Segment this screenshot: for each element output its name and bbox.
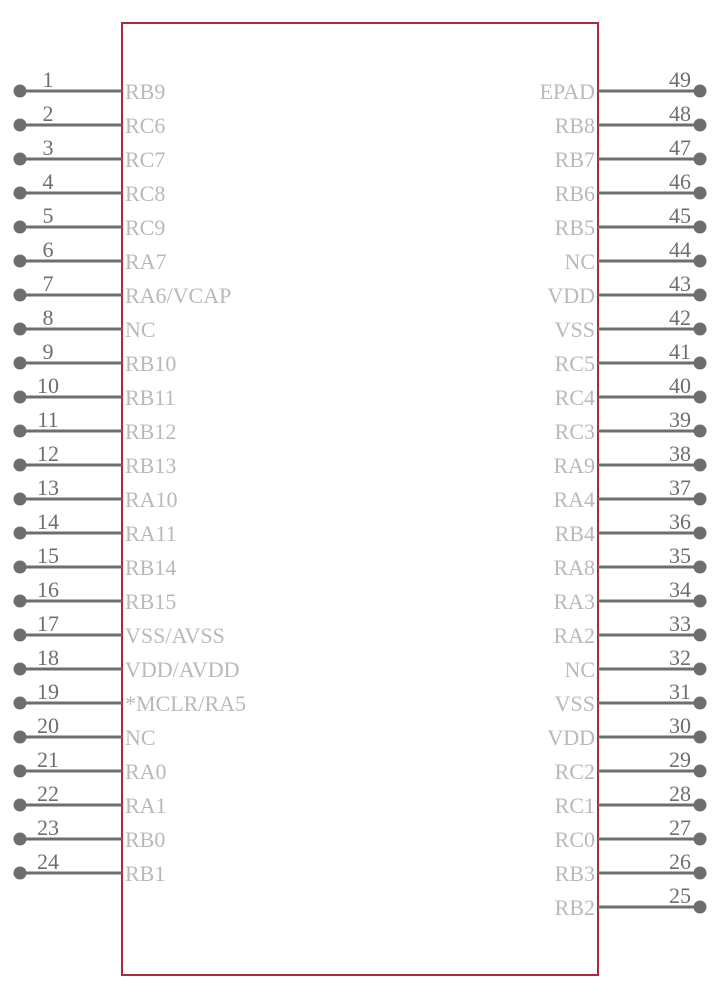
- pin-end-dot: [694, 527, 707, 540]
- pin-name: RC4: [554, 385, 595, 410]
- pin-name: RA8: [553, 555, 595, 580]
- pin-end-dot: [694, 629, 707, 642]
- pin-name: RA2: [553, 623, 595, 648]
- pin-number: 48: [669, 101, 691, 126]
- pin-name: VDD: [547, 283, 595, 308]
- pin-end-dot: [14, 663, 27, 676]
- pin-18: [14, 645, 240, 682]
- pin-41: [555, 339, 707, 376]
- pin-number: 46: [669, 169, 691, 194]
- pin-end-dot: [694, 289, 707, 302]
- pin-9: [14, 339, 177, 376]
- pin-name: RC1: [554, 793, 595, 818]
- pin-end-dot: [14, 867, 27, 880]
- pin-name: NC: [564, 249, 595, 274]
- pin-30: [547, 713, 706, 750]
- pin-end-dot: [694, 357, 707, 370]
- pin-end-dot: [694, 595, 707, 608]
- pin-number: 43: [669, 271, 691, 296]
- pin-14: [14, 509, 177, 546]
- pin-end-dot: [14, 323, 27, 336]
- pin-47: [555, 135, 707, 172]
- pin-34: [553, 577, 706, 614]
- pin-number: 2: [42, 101, 54, 126]
- pin-11: [14, 407, 177, 444]
- pin-name: RB11: [125, 385, 176, 410]
- pin-name: NC: [125, 317, 156, 342]
- pin-end-dot: [14, 595, 27, 608]
- pin-end-dot: [14, 833, 27, 846]
- pin-26: [555, 849, 707, 886]
- pin-end-dot: [14, 85, 27, 98]
- pin-13: [14, 475, 178, 512]
- pin-name: RC2: [554, 759, 595, 784]
- pin-number: 10: [37, 373, 59, 398]
- pin-number: 20: [37, 713, 59, 738]
- pin-name: RA3: [553, 589, 595, 614]
- pin-end-dot: [694, 119, 707, 132]
- pin-number: 35: [669, 543, 691, 568]
- left-pin-group: [14, 67, 247, 886]
- pin-end-dot: [14, 119, 27, 132]
- pin-name: RC8: [125, 181, 166, 206]
- pin-number: 3: [42, 135, 54, 160]
- pin-end-dot: [694, 425, 707, 438]
- pin-4: [14, 169, 166, 206]
- pin-name: RC7: [125, 147, 166, 172]
- pin-10: [14, 373, 176, 410]
- pin-end-dot: [14, 799, 27, 812]
- pin-number: 47: [669, 135, 691, 160]
- pin-name: RB8: [554, 113, 595, 138]
- pin-name: RB14: [125, 555, 177, 580]
- pin-8: [14, 305, 156, 342]
- pin-end-dot: [694, 867, 707, 880]
- pin-number: 23: [37, 815, 59, 840]
- pin-6: [14, 237, 167, 274]
- pin-name: RB4: [554, 521, 595, 546]
- pin-number: 24: [37, 849, 59, 874]
- pin-number: 22: [37, 781, 59, 806]
- pin-name: RC0: [554, 827, 595, 852]
- pin-number: 44: [669, 237, 691, 262]
- pin-end-dot: [694, 901, 707, 914]
- pin-number: 8: [42, 305, 54, 330]
- pin-48: [555, 101, 707, 138]
- pin-number: 19: [37, 679, 59, 704]
- pin-number: 28: [669, 781, 691, 806]
- pin-number: 14: [37, 509, 59, 534]
- pin-number: 37: [669, 475, 691, 500]
- pin-number: 6: [42, 237, 54, 262]
- pin-32: [564, 645, 706, 682]
- pin-28: [555, 781, 707, 818]
- pin-end-dot: [694, 731, 707, 744]
- pin-29: [555, 747, 707, 784]
- pin-end-dot: [14, 629, 27, 642]
- pin-45: [555, 203, 707, 240]
- pin-43: [547, 271, 706, 308]
- pin-33: [553, 611, 706, 648]
- pin-21: [14, 747, 167, 784]
- pin-name: RA0: [125, 759, 167, 784]
- pin-name: VSS: [554, 317, 595, 342]
- pin-number: 29: [669, 747, 691, 772]
- pin-name: RB3: [554, 861, 595, 886]
- pin-end-dot: [694, 663, 707, 676]
- pin-end-dot: [694, 697, 707, 710]
- pin-end-dot: [14, 527, 27, 540]
- pin-1: [14, 67, 166, 104]
- pin-end-dot: [14, 187, 27, 200]
- pin-name: RA10: [125, 487, 178, 512]
- pin-20: [14, 713, 156, 750]
- pin-name: RA4: [553, 487, 595, 512]
- pin-number: 16: [37, 577, 59, 602]
- pin-name: RA11: [125, 521, 177, 546]
- pin-16: [14, 577, 177, 614]
- pin-name: RB5: [554, 215, 595, 240]
- right-pin-group: [540, 67, 707, 920]
- pin-number: 34: [669, 577, 691, 602]
- pin-number: 49: [669, 67, 691, 92]
- pin-end-dot: [694, 221, 707, 234]
- pin-3: [14, 135, 166, 172]
- pin-name: RB2: [554, 895, 595, 920]
- pin-name: *MCLR/RA5: [125, 691, 247, 716]
- pin-name: RB10: [125, 351, 177, 376]
- pin-40: [555, 373, 707, 410]
- pin-end-dot: [14, 731, 27, 744]
- pin-number: 36: [669, 509, 691, 534]
- pin-number: 5: [42, 203, 54, 228]
- pin-number: 18: [37, 645, 59, 670]
- pin-number: 7: [42, 271, 54, 296]
- pin-number: 1: [42, 67, 54, 92]
- pin-number: 4: [42, 169, 54, 194]
- pin-number: 17: [37, 611, 59, 636]
- pin-end-dot: [694, 85, 707, 98]
- pin-49: [540, 67, 707, 104]
- pin-end-dot: [14, 765, 27, 778]
- pin-44: [564, 237, 706, 274]
- pin-5: [14, 203, 166, 240]
- pin-name: VDD: [547, 725, 595, 750]
- pin-end-dot: [14, 153, 27, 166]
- pin-19: [14, 679, 247, 716]
- pin-number: 25: [669, 883, 691, 908]
- pin-end-dot: [694, 765, 707, 778]
- pin-2: [14, 101, 166, 138]
- pin-end-dot: [14, 425, 27, 438]
- pin-end-dot: [14, 221, 27, 234]
- pin-end-dot: [694, 187, 707, 200]
- pin-end-dot: [694, 459, 707, 472]
- pin-end-dot: [14, 289, 27, 302]
- pin-31: [555, 679, 707, 716]
- pin-name: RC3: [554, 419, 595, 444]
- pin-number: 42: [669, 305, 691, 330]
- pin-end-dot: [14, 459, 27, 472]
- pin-end-dot: [694, 799, 707, 812]
- pin-end-dot: [694, 833, 707, 846]
- pin-number: 13: [37, 475, 59, 500]
- pin-end-dot: [14, 391, 27, 404]
- pin-name: RC6: [125, 113, 166, 138]
- pin-name: RB6: [554, 181, 595, 206]
- pin-name: RB13: [125, 453, 177, 478]
- pin-number: 21: [37, 747, 59, 772]
- pin-27: [555, 815, 707, 852]
- pin-end-dot: [694, 493, 707, 506]
- pin-end-dot: [694, 391, 707, 404]
- pin-name: RB7: [554, 147, 595, 172]
- pin-end-dot: [694, 561, 707, 574]
- pin-42: [555, 305, 707, 342]
- pin-name: EPAD: [539, 79, 595, 104]
- pin-number: 12: [37, 441, 59, 466]
- pin-35: [553, 543, 706, 580]
- pin-name: RB1: [125, 861, 166, 886]
- pin-39: [555, 407, 707, 444]
- pin-name: VDD/AVDD: [125, 657, 240, 682]
- pin-end-dot: [694, 323, 707, 336]
- pin-12: [14, 441, 177, 478]
- pin-end-dot: [14, 697, 27, 710]
- pin-number: 32: [669, 645, 691, 670]
- pin-number: 40: [669, 373, 691, 398]
- pin-name: RC5: [554, 351, 595, 376]
- pin-number: 41: [669, 339, 691, 364]
- pin-22: [14, 781, 167, 818]
- pin-name: RB15: [125, 589, 177, 614]
- pin-name: RA6/VCAP: [125, 283, 232, 308]
- pin-number: 15: [37, 543, 59, 568]
- pin-number: 45: [669, 203, 691, 228]
- pin-number: 26: [669, 849, 691, 874]
- pin-23: [14, 815, 166, 852]
- pin-number: 30: [669, 713, 691, 738]
- pin-36: [555, 509, 707, 546]
- pin-number: 33: [669, 611, 691, 636]
- pin-end-dot: [694, 153, 707, 166]
- pin-end-dot: [14, 357, 27, 370]
- pin-number: 9: [42, 339, 54, 364]
- pin-name: RA1: [125, 793, 167, 818]
- pin-15: [14, 543, 177, 580]
- pin-end-dot: [14, 561, 27, 574]
- pin-end-dot: [694, 255, 707, 268]
- pin-end-dot: [14, 493, 27, 506]
- pin-name: RB9: [125, 79, 166, 104]
- pin-number: 27: [669, 815, 691, 840]
- component-body: [122, 23, 598, 975]
- pin-37: [553, 475, 706, 512]
- pin-24: [14, 849, 166, 886]
- pin-name: NC: [564, 657, 595, 682]
- pin-number: 38: [669, 441, 691, 466]
- pin-name: NC: [125, 725, 156, 750]
- pin-number: 31: [669, 679, 691, 704]
- pin-name: RA9: [553, 453, 595, 478]
- pin-number: 39: [669, 407, 691, 432]
- pin-46: [555, 169, 707, 206]
- pin-number: 11: [37, 407, 59, 432]
- pin-end-dot: [14, 255, 27, 268]
- pin-38: [553, 441, 706, 478]
- pin-name: RA7: [125, 249, 167, 274]
- pin-name: VSS: [554, 691, 595, 716]
- pin-name: RB12: [125, 419, 177, 444]
- pin-name: RB0: [125, 827, 166, 852]
- pin-25: [555, 883, 707, 920]
- pin-name: RC9: [125, 215, 166, 240]
- pin-name: VSS/AVSS: [125, 623, 225, 648]
- pin-17: [14, 611, 225, 648]
